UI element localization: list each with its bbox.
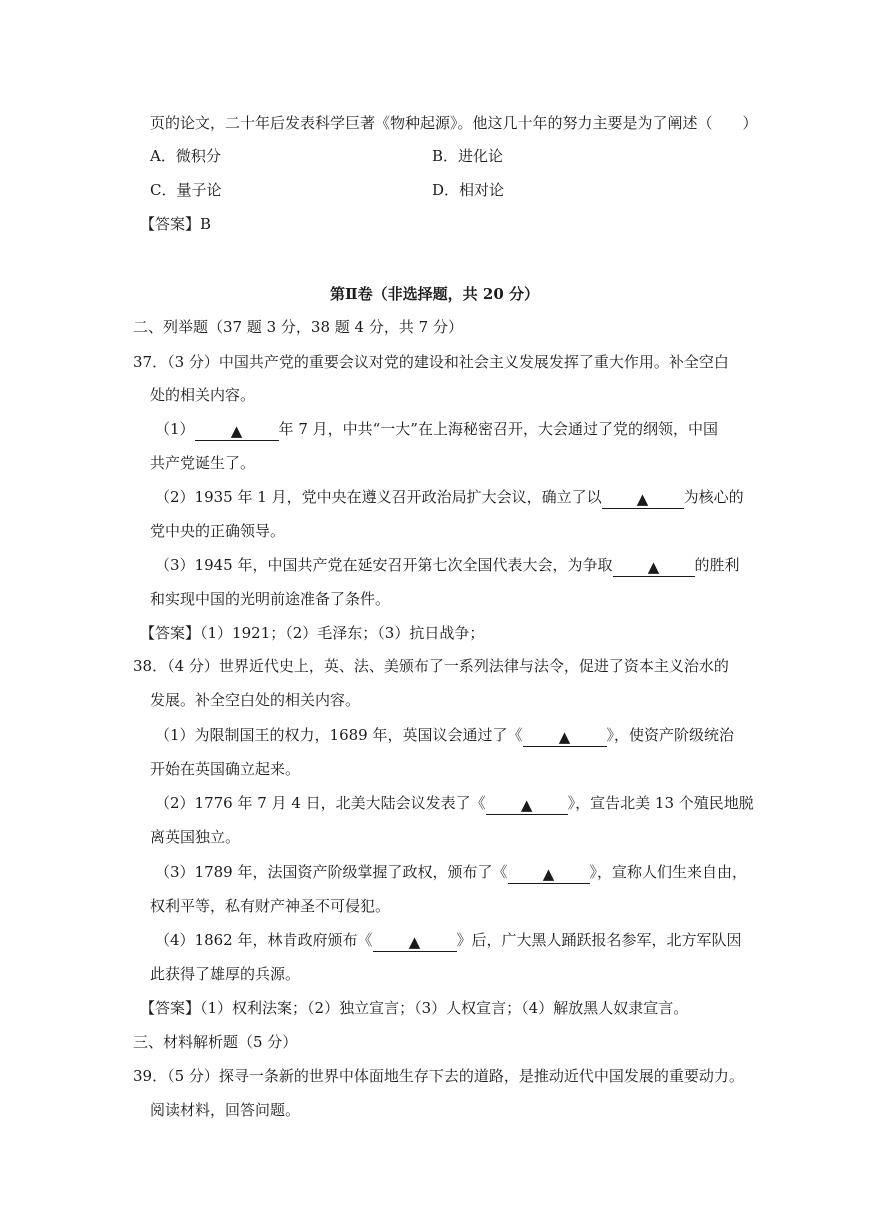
question-39-stem: 39．（5 分）探寻一条新的世界中体面地生存下去的道路，是推动近代中国发展的重要动力。 xyxy=(133,1067,744,1085)
section-title: 第Ⅱ卷（非选择题，共 20 分） xyxy=(330,285,539,303)
option-d: D．相对论 xyxy=(432,181,505,199)
fill-blank: ▲ xyxy=(195,422,279,441)
question-36-continuation: 页的论文，二十年后发表科学巨著《物种起源》。他这几十年的努力主要是为了阐述（ ） xyxy=(150,114,758,132)
sub-suffix: 的胜利 xyxy=(694,556,740,574)
question-37-sub-1-cont: 共产党诞生了。 xyxy=(150,454,256,472)
sub-prefix: （4）1862 年，林肯政府颁布《 xyxy=(155,931,373,949)
part-2-heading: 二、列举题（37 题 3 分，38 题 4 分，共 7 分） xyxy=(133,318,463,336)
sub-suffix: 为核心的 xyxy=(683,488,744,506)
question-38-sub-3-cont: 权利平等，私有财产神圣不可侵犯。 xyxy=(150,897,391,915)
answer-value: （1）1921；（2）毛泽东；（3）抗日战争； xyxy=(200,624,485,642)
fill-blank: ▲ xyxy=(613,558,695,577)
question-39-stem-cont: 阅读材料，回答问题。 xyxy=(150,1101,301,1119)
option-c: C．量子论 xyxy=(150,181,222,199)
question-38-sub-4 xyxy=(155,930,742,952)
sub-suffix: 》，使资产阶级统治 xyxy=(606,726,735,744)
sub-suffix: 》后，广大黑人踊跃报名参军，北方军队因 xyxy=(456,931,742,949)
question-37-stem-cont: 处的相关内容。 xyxy=(150,386,256,404)
option-b: B．进化论 xyxy=(432,147,504,165)
answer-label: 【答案】 xyxy=(140,624,201,642)
answer-value: （1）权利法案；（2）独立宣言；（3）人权宣言；（4）解放黑人奴隶宣言。 xyxy=(200,999,689,1017)
question-37-sub-2 xyxy=(155,487,744,509)
answer-37 xyxy=(140,623,484,643)
answer-38 xyxy=(140,998,688,1018)
answer-value: B xyxy=(200,215,212,233)
question-37-stem: 37．（3 分）中国共产党的重要会议对党的建设和社会主义发展发挥了重大作用。补全空白 xyxy=(133,353,729,371)
sub-prefix: （1） xyxy=(155,420,195,438)
question-38-stem: 38．（4 分）世界近代史上，英、法、美颁布了一系列法律与法令，促进了资本主义治水的 xyxy=(133,657,729,675)
question-37-sub-3-cont: 和实现中国的光明前途准备了条件。 xyxy=(150,590,391,608)
fill-blank: ▲ xyxy=(508,865,590,884)
question-38-sub-1-cont: 开始在英国确立起来。 xyxy=(150,760,301,778)
sub-suffix: 年 7 月，中共“一大”在上海秘密召开，大会通过了党的纲领，中国 xyxy=(278,420,718,438)
answer-label: 【答案】 xyxy=(140,999,201,1017)
sub-prefix: （2）1935 年 1 月，党中央在遵义召开政治局扩大会议，确立了以 xyxy=(155,488,602,506)
question-37-sub-3 xyxy=(155,555,740,577)
sub-suffix: 》，宣称人们生来自由， xyxy=(589,863,748,881)
fill-blank: ▲ xyxy=(602,490,684,509)
part-3-heading: 三、材料解析题（5 分） xyxy=(133,1033,298,1051)
question-37-sub-1 xyxy=(155,419,718,441)
fill-blank: ▲ xyxy=(486,796,568,815)
sub-prefix: （2）1776 年 7 月 4 日，北美大陆会议发表了《 xyxy=(155,794,486,812)
sub-prefix: （3）1789 年，法国资产阶级掌握了政权，颁布了《 xyxy=(155,863,508,881)
question-37-sub-2-cont: 党中央的正确领导。 xyxy=(150,522,286,540)
question-38-stem-cont: 发展。补全空白处的相关内容。 xyxy=(150,691,361,709)
fill-blank: ▲ xyxy=(523,728,607,747)
sub-suffix: 》，宣告北美 13 个殖民地脱 xyxy=(567,794,754,812)
answer-label: 【答案】 xyxy=(140,215,201,233)
question-38-sub-2 xyxy=(155,793,754,815)
question-38-sub-2-cont: 离英国独立。 xyxy=(150,828,241,846)
sub-prefix: （3）1945 年，中国共产党在延安召开第七次全国代表大会，为争取 xyxy=(155,556,613,574)
question-38-sub-1 xyxy=(155,725,734,747)
fill-blank: ▲ xyxy=(373,933,457,952)
answer-36 xyxy=(140,214,211,234)
question-38-sub-4-cont: 此获得了雄厚的兵源。 xyxy=(150,965,301,983)
option-a: A．微积分 xyxy=(150,147,221,165)
question-38-sub-3 xyxy=(155,862,747,884)
sub-prefix: （1）为限制国王的权力，1689 年，英国议会通过了《 xyxy=(155,726,523,744)
